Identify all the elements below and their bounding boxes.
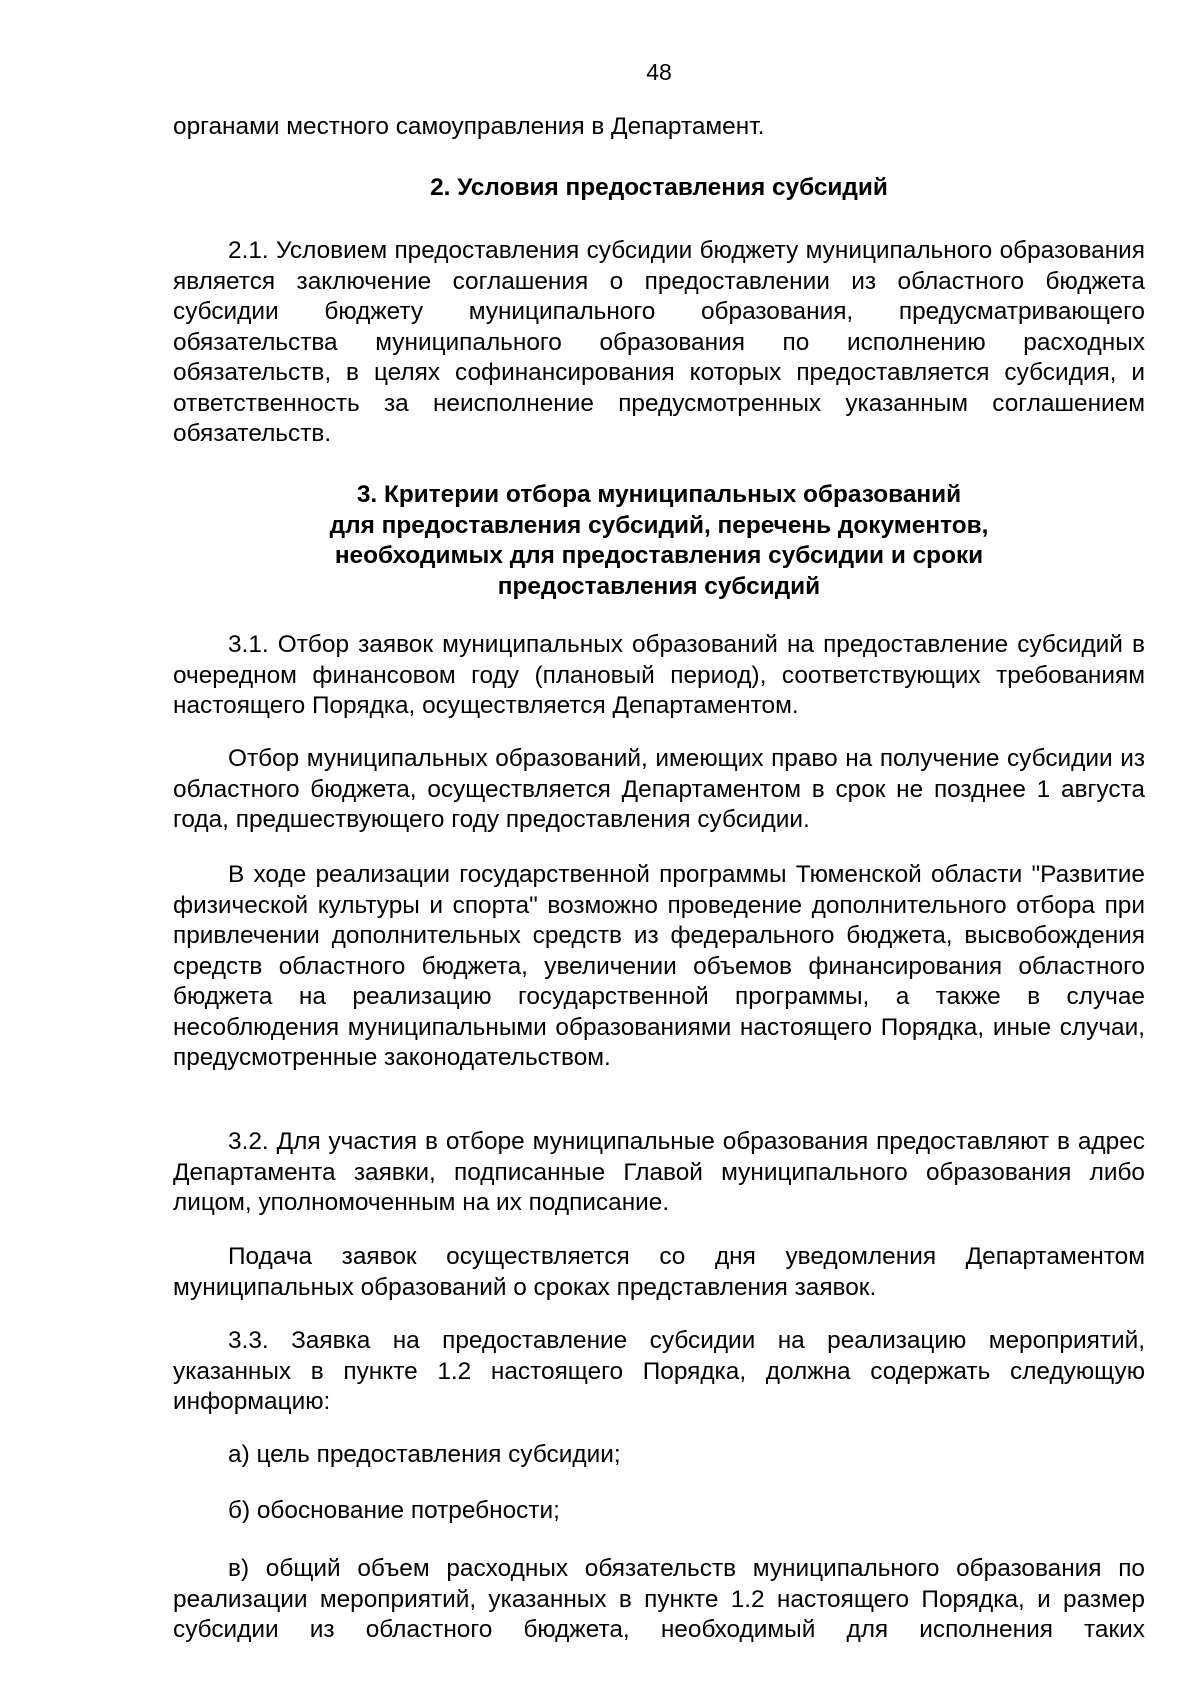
paragraph-continuation: органами местного самоуправления в Департамент.	[173, 113, 765, 140]
page-number: 48	[646, 59, 672, 85]
list-item-b: б) обоснование потребности;	[228, 1497, 560, 1524]
section-heading-2: 2. Условия предоставления субсидий	[430, 174, 888, 201]
paragraph-3-1: 3.1. Отбор заявок муниципальных образований на предоставление субсидий в очередном финансовом году (плановый период), соответствующих требованиям настоящего Порядка, осуществляется Департаментом.	[173, 631, 1145, 719]
paragraph-3-1-selection-deadline: Отбор муниципальных образований, имеющих право на получение субсидии из областного бюджета, осуществляется Департаментом в срок не позднее 1 августа года, предшествующего году предоставления субсидии.	[173, 745, 1145, 833]
section-heading-3-line: для предоставления субсидий, перечень документов,	[329, 511, 989, 539]
paragraph-3-2-submission: Подача заявок осуществляется со дня уведомления Департаментом муниципальных образований о сроках представления заявок.	[173, 1243, 1145, 1301]
list-item-a: а) цель предоставления субсидии;	[228, 1441, 621, 1468]
list-item-v: в) общий объем расходных обязательств муниципального образования по реализации мероприятий, указанных в пункте 1.2 настоящего Порядка, и размер субсидии из областного бюджета, необходимый для исполнения таких	[173, 1555, 1145, 1643]
section-heading-3-line: необходимых для предоставления субсидии и сроки	[334, 542, 984, 569]
section-heading-3-line: предоставления субсидий	[497, 572, 821, 600]
paragraph-3-1-additional-selection: В ходе реализации государственной программы Тюменской области "Развитие физической культуры и спорта" возможно проведение дополнительного отбора при привлечении дополнительных средств из федерального бюджета, высвобождения средств областного бюджета, увеличении объемов финансирования областного бюджета на реализацию государственной программы, а также в случае несоблюдения муниципальными образованиями настоящего Порядка, иные случаи, предусмотренные законодательством.	[173, 861, 1145, 1071]
paragraph-2-1: 2.1. Условием предоставления субсидии бюджету муниципального образования является заключение соглашения о предоставлении из областного бюджета субсидии бюджету муниципального образования, предусматривающего обязательства муниципального образования по исполнению расходных обязательств, в целях софинансирования которых предоставляется субсидия, и ответственность за неисполнение предусмотренных указанным соглашением обязательств.	[173, 237, 1145, 447]
paragraph-3-3: 3.3. Заявка на предоставление субсидии на реализацию мероприятий, указанных в пункте 1.2 настоящего Порядка, должна содержать следующую информацию:	[173, 1327, 1145, 1415]
paragraph-3-2: 3.2. Для участия в отборе муниципальные образования предоставляют в адрес Департамента заявки, подписанные Главой муниципального образования либо лицом, уполномоченным на их подписание.	[173, 1128, 1145, 1216]
section-heading-3	[173, 480, 1145, 602]
section-heading-3-line: 3. Критерии отбора муниципальных образований	[356, 481, 962, 508]
